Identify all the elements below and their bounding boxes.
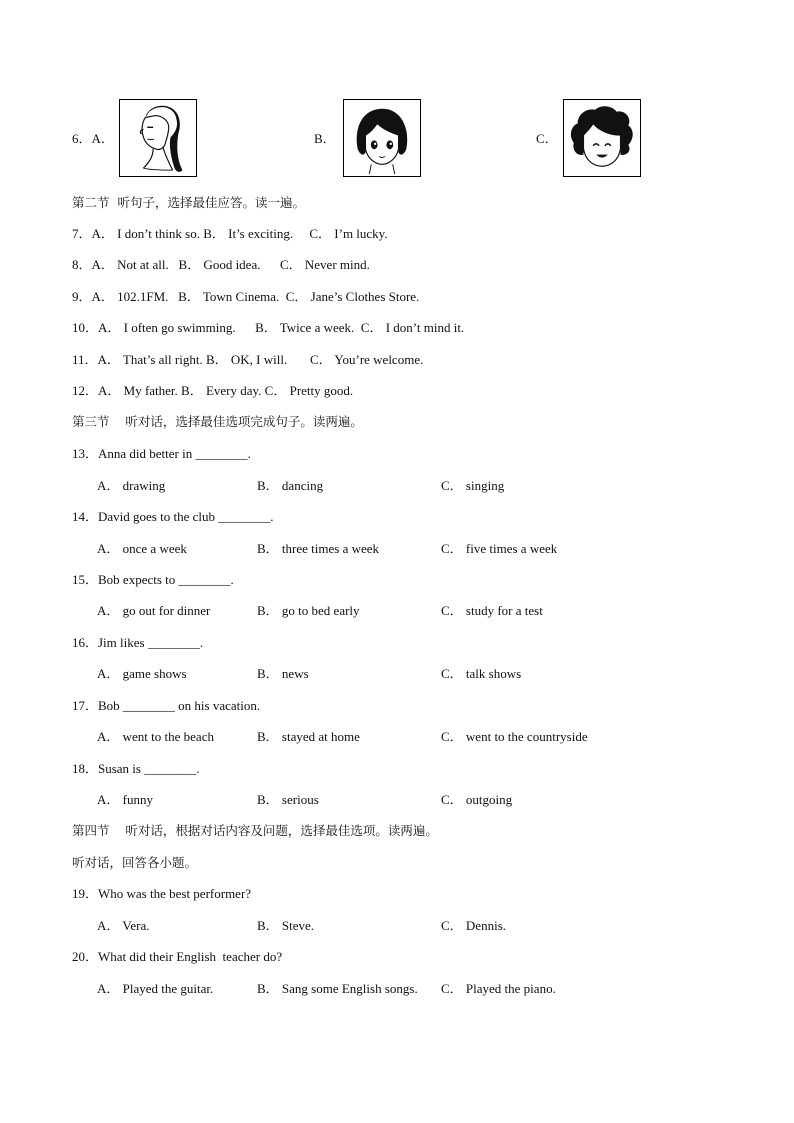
q14-option-c[interactable]: C． five times a week bbox=[441, 541, 558, 556]
q19-option-b[interactable]: B． Steve. bbox=[257, 918, 315, 933]
q6-option-b-label: B． bbox=[314, 131, 336, 146]
q17-option-b[interactable]: B． stayed at home bbox=[257, 729, 360, 744]
question-14-stem: 14．David goes to the club ________. bbox=[72, 509, 274, 524]
question-20-stem: 20．What did their English teacher do? bbox=[72, 949, 283, 964]
q13-option-b[interactable]: B． dancing bbox=[257, 478, 324, 493]
q14-option-a[interactable]: A． once a week bbox=[97, 541, 187, 556]
q6-option-a-label: A． bbox=[91, 131, 114, 146]
q20-option-a[interactable]: A． Played the guitar. bbox=[97, 981, 214, 996]
question-8: 8．A． Not at all. B． Good idea. C． Never mind. bbox=[72, 257, 370, 272]
q14-option-b[interactable]: B． three times a week bbox=[257, 541, 380, 556]
q16-option-a[interactable]: A． game shows bbox=[97, 666, 187, 681]
q15-option-b[interactable]: B． go to bed early bbox=[257, 603, 360, 618]
section4-subtitle: 听对话，回答各小题。 bbox=[72, 855, 198, 870]
question-15-stem: 15．Bob expects to ________. bbox=[72, 572, 234, 587]
question-17-stem: 17．Bob ________ on his vacation. bbox=[72, 698, 261, 713]
question-13-stem: 13．Anna did better in ________. bbox=[72, 446, 251, 461]
question-18-stem: 18．Susan is ________. bbox=[72, 761, 200, 776]
girl-curly-hair-picture[interactable] bbox=[563, 99, 641, 177]
question-12: 12．A． My father. B． Every day. C． Pretty good. bbox=[72, 383, 354, 398]
girl-ponytail-icon bbox=[120, 100, 196, 176]
q20-option-b[interactable]: B． Sang some English songs. bbox=[257, 981, 418, 996]
question-10: 10．A． I often go swimming. B． Twice a week. C． I don’t mind it. bbox=[72, 320, 465, 335]
q20-option-c[interactable]: C． Played the piano. bbox=[441, 981, 556, 996]
q18-option-b[interactable]: B． serious bbox=[257, 792, 319, 807]
q18-option-a[interactable]: A． funny bbox=[97, 792, 153, 807]
girl-curly-hair-icon bbox=[564, 100, 640, 176]
q19-option-a[interactable]: A． Vera. bbox=[97, 918, 150, 933]
section2-title: 第二节 听句子，选择最佳应答。读一遍。 bbox=[72, 195, 305, 210]
section3-title: 第三节 听对话，选择最佳选项完成句子。读两遍。 bbox=[72, 414, 363, 429]
q15-option-c[interactable]: C． study for a test bbox=[441, 603, 543, 618]
q17-option-a[interactable]: A． went to the beach bbox=[97, 729, 214, 744]
section4-title: 第四节 听对话，根据对话内容及问题，选择最佳选项。读两遍。 bbox=[72, 823, 438, 838]
q19-option-c[interactable]: C． Dennis. bbox=[441, 918, 507, 933]
question-7: 7．A． I don’t think so. B． It’s exciting. C． I’m lucky. bbox=[72, 226, 388, 241]
question-16-stem: 16．Jim likes ________. bbox=[72, 635, 204, 650]
q13-option-a[interactable]: A． drawing bbox=[97, 478, 166, 493]
q16-option-c[interactable]: C． talk shows bbox=[441, 666, 522, 681]
girl-ponytail-picture[interactable] bbox=[119, 99, 197, 177]
q17-option-c[interactable]: C． went to the countryside bbox=[441, 729, 588, 744]
q16-option-b[interactable]: B． news bbox=[257, 666, 309, 681]
girl-bob-hair-picture[interactable] bbox=[343, 99, 421, 177]
q6-label bbox=[72, 131, 114, 147]
q6-number: 6． bbox=[72, 131, 92, 146]
girl-bob-hair-icon bbox=[344, 100, 420, 176]
q15-option-a[interactable]: A． go out for dinner bbox=[97, 603, 211, 618]
q18-option-c[interactable]: C． outgoing bbox=[441, 792, 513, 807]
q13-option-c[interactable]: C． singing bbox=[441, 478, 505, 493]
question-9: 9．A． 102.1FM. B． Town Cinema. C． Jane’s Clothes Store. bbox=[72, 289, 420, 304]
question-19-stem: 19．Who was the best performer? bbox=[72, 886, 252, 901]
question-11: 11．A． That’s all right. B． OK, I will. C． You’re welcome. bbox=[72, 352, 424, 367]
q6-option-c-label: C． bbox=[536, 131, 558, 146]
